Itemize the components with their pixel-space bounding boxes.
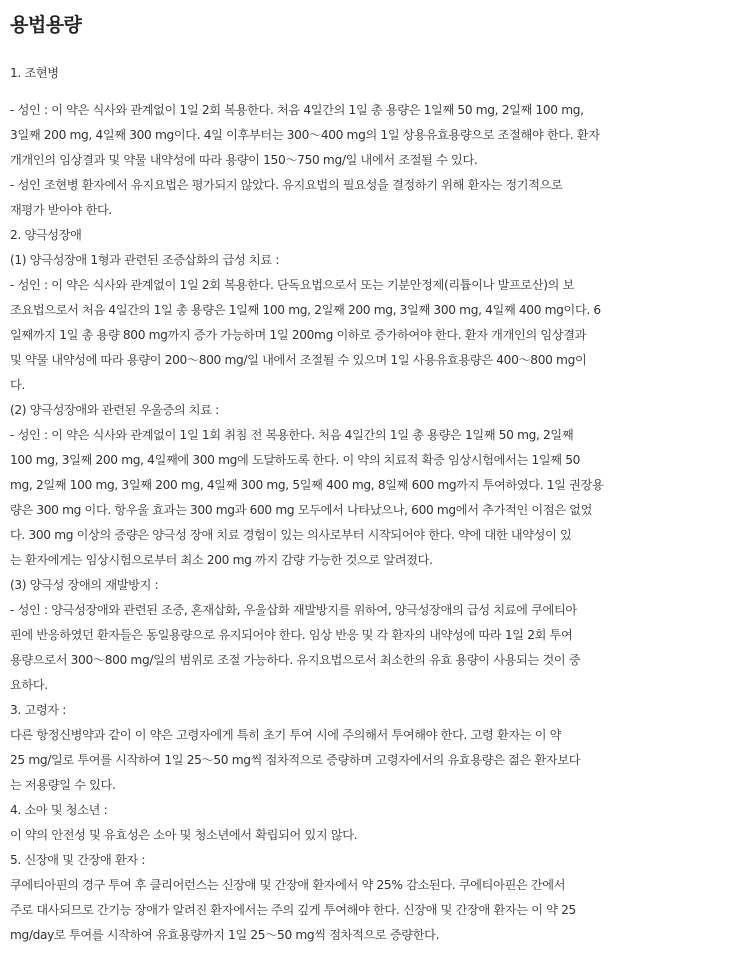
text-line: 일째까지 1일 총 용량 800 mg까지 증가 가능하며 1일 200mg 이하로 증가하여야 한다. 환자 개개인의 임상결과 <box>10 328 587 342</box>
text-line: 는 저용량일 수 있다. <box>10 778 116 792</box>
text-line: 및 약물 내약성에 따라 용량이 200～800 mg/일 내에서 조절될 수 있으며 1일 사용유효용량은 400～800 mg이 <box>10 353 587 367</box>
section-heading: 3. 고령자 : <box>10 703 67 717</box>
text-line: 개개인의 임상결과 및 약물 내약성에 따라 용량이 150～750 mg/일 내에서 조절될 수 있다. <box>10 153 478 167</box>
dosage-content <box>10 61 731 948</box>
text-line: 재평가 받아야 한다. <box>10 203 112 217</box>
text-line: 이 약의 안전성 및 유효성은 소아 및 청소년에서 확립되어 있지 않다. <box>10 828 358 842</box>
text-line: - 성인 : 양극성장애와 관련된 조증, 혼재삽화, 우울삽화 재발방지를 위하여, 양극성장애의 급성 치료에 쿠에티아 <box>10 603 577 617</box>
text-line: 다른 항정신병약과 같이 이 약은 고령자에게 특히 초기 투여 시에 주의해서 투여해야 한다. 고령 환자는 이 약 <box>10 728 562 742</box>
section-heading: 5. 신장애 및 간장애 환자 : <box>10 853 146 867</box>
section-heading: 2. 양극성장애 <box>10 228 82 242</box>
text-line: - 성인 조현병 환자에서 유지요법은 평가되지 않았다. 유지요법의 필요성을 결정하기 위해 환자는 정기적으로 <box>10 178 563 192</box>
text-line: 3일째 200 mg, 4일째 300 mg이다. 4일 이후부터는 300～400 mg의 1일 상용유효용량으로 조절해야 한다. 환자 <box>10 128 600 142</box>
subsection-heading: (1) 양극성장애 1형과 관련된 조증삽화의 급성 치료 : <box>10 253 280 267</box>
text-line: 조요법으로서 처음 4일간의 1일 총 용량은 1일째 100 mg, 2일째 200 mg, 3일째 300 mg, 4일째 400 mg이다. 6 <box>10 303 601 317</box>
text-line: 쿠에티아핀의 경구 투여 후 클리어런스는 신장애 및 간장애 환자에서 약 25% 감소된다. 쿠에티아핀은 간에서 <box>10 878 566 892</box>
text-line: - 성인 : 이 약은 식사와 관계없이 1일 2회 복용한다. 단독요법으로서 또는 기분안정제(리튬이나 발프로산)의 보 <box>10 278 575 292</box>
text-line: 용량으로서 300～800 mg/일의 범위로 조절 가능하다. 유지요법으로서 최소한의 유효 용량이 사용되는 것이 중 <box>10 653 581 667</box>
subsection-heading: (2) 양극성장애와 관련된 우울증의 치료 : <box>10 403 219 417</box>
text-line: mg/day로 투여를 시작하여 유효용량까지 1일 25～50 mg씩 점차적으로 증량한다. <box>10 928 440 942</box>
page-title: 용법용량 <box>10 14 82 36</box>
text-line: 주로 대사되므로 간기능 장애가 알려진 환자에서는 주의 깊게 투여해야 한다. 신장애 및 간장애 환자는 이 약 25 <box>10 903 576 917</box>
text-line: 량은 300 mg 이다. 항우울 효과는 300 mg과 600 mg 모두에서 나타났으나, 600 mg에서 추가적인 이점은 없었 <box>10 503 593 517</box>
section-heading: 4. 소아 및 청소년 : <box>10 803 108 817</box>
paragraph-gap <box>10 86 731 98</box>
text-line: - 성인 : 이 약은 식사와 관계없이 1일 1회 취침 전 복용한다. 처음 4일간의 1일 총 용량은 1일째 50 mg, 2일째 <box>10 428 574 442</box>
text-line: 핀에 반응하였던 환자들은 동일용량으로 유지되어야 한다. 임상 반응 및 각 환자의 내약성에 따라 1일 2회 투여 <box>10 628 573 642</box>
text-line: mg, 2일째 100 mg, 3일째 200 mg, 4일째 300 mg, 5일째 400 mg, 8일째 600 mg까지 투여하였다. 1일 권장용 <box>10 478 604 492</box>
text-line: 는 환자에게는 임상시험으로부터 최소 200 mg 까지 감량 가능한 것으로 알려졌다. <box>10 553 433 567</box>
text-line: 다. 300 mg 이상의 증량은 양극성 장애 치료 경험이 있는 의사로부터 시작되어야 한다. 약에 대한 내약성이 있 <box>10 528 572 542</box>
text-line: 요하다. <box>10 678 48 692</box>
text-line: 다. <box>10 378 25 392</box>
text-line: 25 mg/일로 투여를 시작하여 1일 25～50 mg씩 점차적으로 증량하며 고령자에서의 유효용량은 젊은 환자보다 <box>10 753 581 767</box>
text-line: 100 mg, 3일째 200 mg, 4일째에 300 mg에 도달하도록 한다. 이 약의 치료적 확증 임상시험에서는 1일째 50 <box>10 453 581 467</box>
text-line: - 성인 : 이 약은 식사와 관계없이 1일 2회 복용한다. 처음 4일간의 1일 총 용량은 1일째 50 mg, 2일째 100 mg, <box>10 103 584 117</box>
text-line: 1. 조현병 <box>10 66 59 80</box>
subsection-heading: (3) 양극성 장애의 재발방지 : <box>10 578 159 592</box>
